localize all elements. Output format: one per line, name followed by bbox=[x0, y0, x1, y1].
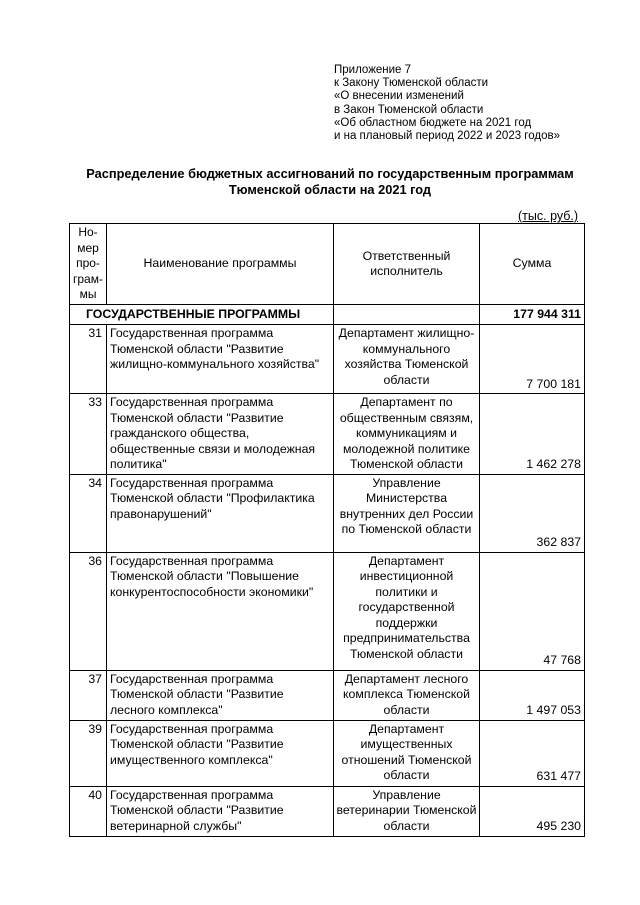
header-number bbox=[70, 224, 107, 305]
program-responsible: Департамент по общественным связям, коммуникациям и молодежной политике Тюменской области bbox=[334, 394, 480, 475]
header-responsible: Ответственный исполнитель bbox=[334, 224, 480, 305]
program-number: 37 bbox=[70, 670, 107, 720]
appendix-block bbox=[334, 64, 634, 143]
header-number-line: мы bbox=[79, 287, 97, 302]
table-row bbox=[70, 786, 585, 836]
program-number: 36 bbox=[70, 552, 107, 670]
total-label: ГОСУДАРСТВЕННЫЕ ПРОГРАММЫ bbox=[70, 305, 334, 325]
program-name: Государственная программа Тюменской области "Профилактика правонарушений" bbox=[107, 474, 334, 552]
program-name: Государственная программа Тюменской области "Развитие имущественного комплекса" bbox=[107, 720, 334, 786]
appendix-line: Приложение 7 bbox=[334, 64, 412, 76]
appendix-line: «Об областном бюджете на 2021 год bbox=[334, 116, 532, 129]
program-number: 33 bbox=[70, 394, 107, 475]
program-sum: 1 462 278 bbox=[480, 394, 585, 475]
table-row bbox=[70, 394, 585, 475]
program-sum: 362 837 bbox=[480, 474, 585, 552]
table-header-row bbox=[70, 224, 585, 305]
total-responsible bbox=[334, 305, 480, 325]
appendix-line: в Закон Тюменской области bbox=[334, 103, 484, 116]
title-line-1: Распределение бюджетных ассигнований по государственным программам bbox=[86, 166, 574, 181]
program-sum: 631 477 bbox=[480, 720, 585, 786]
table-row bbox=[70, 325, 585, 394]
document-title bbox=[40, 166, 620, 198]
header-number-line: мер bbox=[77, 240, 99, 255]
program-number: 39 bbox=[70, 720, 107, 786]
total-row bbox=[70, 305, 585, 325]
table-row bbox=[70, 552, 585, 670]
program-number: 40 bbox=[70, 786, 107, 836]
program-responsible: Управление ветеринарии Тюменской области bbox=[334, 786, 480, 836]
program-sum: 47 768 bbox=[480, 552, 585, 670]
header-name: Наименование программы bbox=[107, 224, 334, 305]
program-name: Государственная программа Тюменской области "Повышение конкурентоспособности экономики" bbox=[107, 552, 334, 670]
program-responsible: Департамент инвестиционной политики и государственной поддержки предпринимательства Тюменской области bbox=[334, 552, 480, 670]
table-row bbox=[70, 670, 585, 720]
title-line-2: Тюменской области на 2021 год bbox=[228, 182, 432, 197]
program-number: 34 bbox=[70, 474, 107, 552]
program-name: Государственная программа Тюменской области "Развитие лесного комплекса" bbox=[107, 670, 334, 720]
appendix-line: к Закону Тюменской области bbox=[334, 77, 489, 90]
total-sum: 177 944 311 bbox=[480, 305, 585, 325]
program-responsible: Управление Министерства внутренних дел России по Тюменской области bbox=[334, 474, 480, 552]
appendix-line: и на плановый период 2022 и 2023 годов» bbox=[334, 130, 560, 143]
program-sum: 7 700 181 bbox=[480, 325, 585, 394]
units-label: (тыс. руб.) bbox=[518, 209, 579, 223]
table-row bbox=[70, 720, 585, 786]
program-responsible: Департамент жилищно-коммунального хозяйства Тюменской области bbox=[334, 325, 480, 394]
header-number-line: грам- bbox=[73, 271, 103, 286]
header-sum: Сумма bbox=[480, 224, 585, 305]
program-responsible: Департамент имущественных отношений Тюменской области bbox=[334, 720, 480, 786]
header-number-line: Но- bbox=[78, 225, 98, 240]
program-sum: 1 497 053 bbox=[480, 670, 585, 720]
header-number-line: про- bbox=[76, 256, 100, 271]
programs-table bbox=[69, 223, 585, 837]
program-sum: 495 230 bbox=[480, 786, 585, 836]
program-name: Государственная программа Тюменской области "Развитие ветеринарной службы" bbox=[107, 786, 334, 836]
appendix-line: «О внесении изменений bbox=[334, 90, 464, 103]
program-name: Государственная программа Тюменской области "Развитие гражданского общества, общественные связи и молодежная политика" bbox=[107, 394, 334, 475]
program-name: Государственная программа Тюменской области "Развитие жилищно-коммунального хозяйства" bbox=[107, 325, 334, 394]
program-number: 31 bbox=[70, 325, 107, 394]
table-row bbox=[70, 474, 585, 552]
program-responsible: Департамент лесного комплекса Тюменской области bbox=[334, 670, 480, 720]
